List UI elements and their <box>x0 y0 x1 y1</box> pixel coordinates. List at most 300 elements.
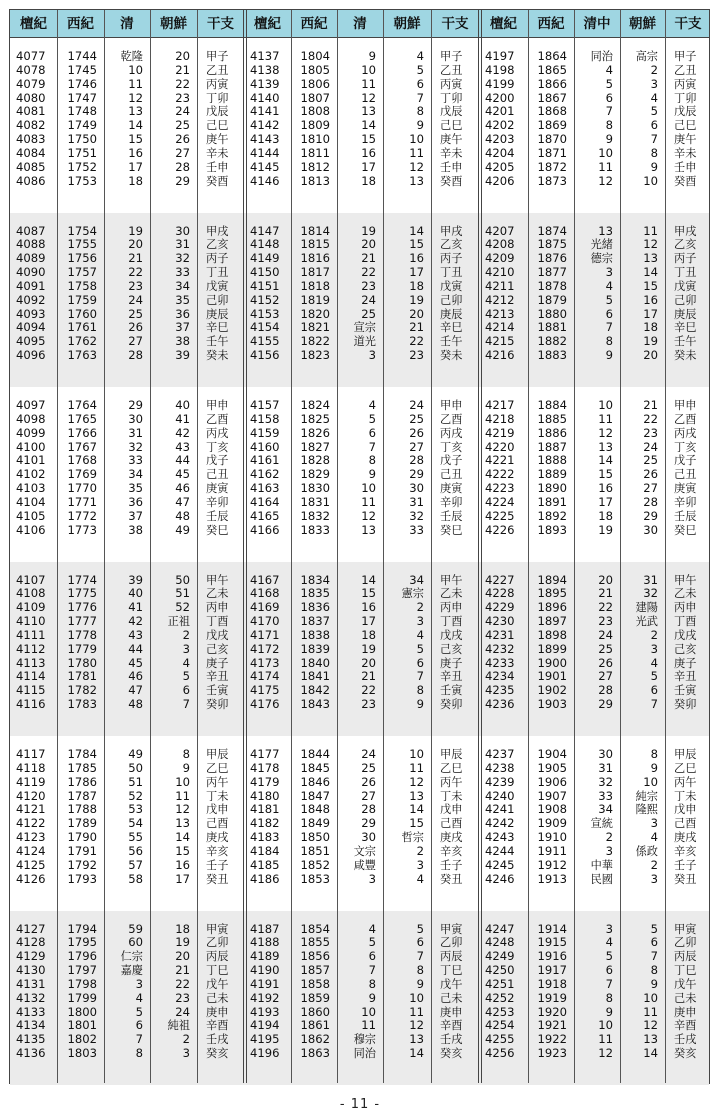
cell-dangi: 4193 <box>250 1004 280 1019</box>
cell-qing-year: 5 <box>368 935 376 950</box>
cell-ganji: 丙子 <box>674 252 697 266</box>
cell-qing-year: 6 <box>368 425 376 440</box>
cell-ganji: 戊寅 <box>674 279 697 293</box>
cell-western-year: 1792 <box>67 857 97 872</box>
cell-qing-year: 44 <box>128 641 143 656</box>
cell-dangi: 4096 <box>16 348 46 363</box>
cell-joseon-year: 10 <box>643 990 658 1005</box>
cell-western-year: 1853 <box>300 871 330 886</box>
cell-qing-year: 31 <box>128 425 143 440</box>
cell-joseon-year: 31 <box>175 237 190 252</box>
section-divider <box>243 10 247 1083</box>
cell-qing-year: 49 <box>128 747 143 761</box>
cell-western-year: 1774 <box>67 572 97 587</box>
cell-qing-year: 11 <box>598 411 613 426</box>
cell-joseon-year: 7 <box>650 949 658 964</box>
cell-joseon-year: 52 <box>175 600 190 615</box>
cell-dangi: 4216 <box>485 348 515 363</box>
cell-ganji: 戊寅 <box>206 279 229 293</box>
cell-dangi: 4095 <box>16 334 46 349</box>
header-dangi: 檀紀 <box>20 16 47 32</box>
cell-ganji: 癸酉 <box>440 174 463 188</box>
cell-western-year: 1758 <box>67 278 97 293</box>
cell-ganji: 丁卯 <box>206 91 229 105</box>
cell-ganji: 庚申 <box>440 1005 463 1019</box>
cell-ganji: 庚戌 <box>440 831 463 845</box>
cell-dangi: 4252 <box>485 990 515 1005</box>
cell-dangi: 4236 <box>485 697 515 712</box>
cell-ganji: 丙寅 <box>440 77 463 91</box>
cell-joseon-year: 25 <box>409 411 424 426</box>
cell-western-year: 1872 <box>537 159 567 174</box>
cell-western-year: 1867 <box>537 90 567 105</box>
cell-joseon-year: 6 <box>182 683 190 698</box>
cell-dangi: 4255 <box>485 1032 515 1047</box>
cell-ganji: 癸酉 <box>206 174 229 188</box>
cell-dangi: 4086 <box>16 173 46 188</box>
cell-western-year: 1886 <box>537 425 567 440</box>
cell-western-year: 1784 <box>67 747 97 761</box>
cell-western-year: 1861 <box>300 1018 330 1033</box>
era-conversion-table <box>9 9 710 1084</box>
cell-joseon-year: 12 <box>409 159 424 174</box>
cell-western-year: 1842 <box>300 683 330 698</box>
cell-ganji: 辛卯 <box>206 495 229 509</box>
cell-dangi: 4081 <box>16 104 46 119</box>
cell-qing-year: 26 <box>361 774 376 789</box>
cell-joseon-year: 51 <box>175 586 190 601</box>
cell-joseon-year: 42 <box>175 425 190 440</box>
cell-ganji: 甲寅 <box>206 922 229 936</box>
column-divider <box>150 10 151 1083</box>
column-divider <box>383 10 384 1083</box>
cell-qing-year: 13 <box>361 104 376 119</box>
cell-ganji: 丙辰 <box>206 950 229 964</box>
column-divider <box>665 10 666 1083</box>
cell-joseon-year: 22 <box>643 411 658 426</box>
cell-joseon-year: 28 <box>175 159 190 174</box>
cell-qing-year: 17 <box>361 614 376 629</box>
cell-qing-year: 50 <box>128 760 143 775</box>
cell-qing-year: 35 <box>128 481 143 496</box>
cell-dangi: 4189 <box>250 949 280 964</box>
cell-dangi: 4245 <box>485 857 515 872</box>
cell-qing-year: 41 <box>128 600 143 615</box>
cell-ganji: 丙寅 <box>206 77 229 91</box>
cell-ganji: 乙未 <box>674 587 697 601</box>
cell-joseon-year: 7 <box>650 697 658 712</box>
cell-dangi: 4135 <box>16 1032 46 1047</box>
cell-dangi: 4104 <box>16 494 46 509</box>
cell-dangi: 4153 <box>250 306 280 321</box>
cell-ganji: 壬戌 <box>206 1033 229 1047</box>
cell-dangi: 4199 <box>485 76 515 91</box>
cell-joseon-year: 24 <box>409 398 424 412</box>
cell-joseon-year: 35 <box>175 292 190 307</box>
header-qing-year: 清 <box>353 16 367 32</box>
cell-joseon-year: 3 <box>416 857 424 872</box>
cell-ganji: 庚寅 <box>440 482 463 496</box>
cell-joseon-year: 憲宗 <box>401 587 424 601</box>
cell-dangi: 4111 <box>16 627 46 642</box>
cell-qing-year: 同治 <box>590 50 613 63</box>
cell-qing-year: 5 <box>135 1004 143 1019</box>
cell-dangi: 4204 <box>485 145 515 160</box>
cell-dangi: 4247 <box>485 921 515 936</box>
cell-dangi: 4240 <box>485 788 515 803</box>
cell-western-year: 1826 <box>300 425 330 440</box>
cell-dangi: 4105 <box>16 508 46 523</box>
cell-western-year: 1782 <box>67 683 97 698</box>
cell-joseon-year: 2 <box>182 627 190 642</box>
cell-dangi: 4078 <box>16 62 46 77</box>
cell-dangi: 4249 <box>485 949 515 964</box>
cell-dangi: 4256 <box>485 1046 515 1061</box>
cell-dangi: 4084 <box>16 145 46 160</box>
cell-joseon-year: 2 <box>650 62 658 77</box>
cell-joseon-year: 32 <box>409 508 424 523</box>
cell-joseon-year: 5 <box>416 641 424 656</box>
cell-joseon-year: 10 <box>409 132 424 147</box>
cell-joseon-year: 31 <box>643 572 658 587</box>
cell-ganji: 戊戌 <box>206 628 229 642</box>
cell-joseon-year: 15 <box>643 278 658 293</box>
cell-joseon-year: 11 <box>409 760 424 775</box>
cell-joseon-year: 高宗 <box>635 50 658 63</box>
cell-western-year: 1895 <box>537 586 567 601</box>
cell-dangi: 4250 <box>485 963 515 978</box>
cell-dangi: 4201 <box>485 104 515 119</box>
cell-dangi: 4182 <box>250 816 280 831</box>
cell-dangi: 4163 <box>250 481 280 496</box>
cell-joseon-year: 18 <box>175 921 190 936</box>
cell-qing-year: 22 <box>128 265 143 280</box>
cell-qing-year: 29 <box>128 398 143 412</box>
cell-qing-year: 39 <box>128 572 143 587</box>
cell-western-year: 1892 <box>537 508 567 523</box>
cell-joseon-year: 3 <box>650 816 658 831</box>
cell-ganji: 癸亥 <box>440 1047 463 1061</box>
cell-western-year: 1917 <box>537 963 567 978</box>
cell-western-year: 1893 <box>537 522 567 537</box>
header-dangi: 檀紀 <box>254 16 281 32</box>
cell-qing-year: 18 <box>128 173 143 188</box>
cell-western-year: 1865 <box>537 62 567 77</box>
cell-ganji: 辛卯 <box>674 495 697 509</box>
cell-joseon-year: 14 <box>409 1046 424 1061</box>
cell-western-year: 1855 <box>300 935 330 950</box>
cell-dangi: 4228 <box>485 586 515 601</box>
cell-western-year: 1901 <box>537 669 567 684</box>
cell-western-year: 1841 <box>300 669 330 684</box>
cell-ganji: 丁酉 <box>674 615 697 629</box>
cell-western-year: 1810 <box>300 132 330 147</box>
cell-qing-year: 23 <box>128 278 143 293</box>
cell-qing-year: 7 <box>368 439 376 454</box>
cell-qing-year: 6 <box>135 1018 143 1033</box>
cell-qing-year: 20 <box>361 655 376 670</box>
cell-western-year: 1915 <box>537 935 567 950</box>
cell-dangi: 4164 <box>250 494 280 509</box>
cell-dangi: 4136 <box>16 1046 46 1061</box>
cell-dangi: 4246 <box>485 871 515 886</box>
cell-dangi: 4143 <box>250 132 280 147</box>
cell-dangi: 4210 <box>485 265 515 280</box>
cell-dangi: 4230 <box>485 614 515 629</box>
cell-western-year: 1807 <box>300 90 330 105</box>
cell-qing-year: 22 <box>361 683 376 698</box>
cell-dangi: 4125 <box>16 857 46 872</box>
column-divider <box>197 10 198 1083</box>
cell-western-year: 1757 <box>67 265 97 280</box>
cell-western-year: 1791 <box>67 843 97 858</box>
cell-joseon-year: 9 <box>650 976 658 991</box>
cell-dangi: 4178 <box>250 760 280 775</box>
cell-qing-year: 54 <box>128 816 143 831</box>
cell-dangi: 4251 <box>485 976 515 991</box>
header-joseon-year: 朝鮮 <box>393 16 421 32</box>
cell-joseon-year: 正祖 <box>167 615 190 629</box>
cell-western-year: 1776 <box>67 600 97 615</box>
cell-joseon-year: 4 <box>650 655 658 670</box>
cell-ganji: 辛酉 <box>440 1019 463 1033</box>
cell-joseon-year: 7 <box>416 949 424 964</box>
cell-qing-year: 46 <box>128 669 143 684</box>
cell-ganji: 己卯 <box>206 293 229 307</box>
cell-qing-year: 14 <box>128 118 143 133</box>
cell-ganji: 丙辰 <box>440 950 463 964</box>
cell-dangi: 4220 <box>485 439 515 454</box>
cell-joseon-year: 20 <box>175 949 190 964</box>
cell-qing-year: 25 <box>598 641 613 656</box>
cell-qing-year: 5 <box>605 949 613 964</box>
cell-western-year: 1889 <box>537 467 567 482</box>
cell-ganji: 庚午 <box>674 133 697 147</box>
cell-joseon-year: 21 <box>643 398 658 412</box>
cell-joseon-year: 10 <box>175 774 190 789</box>
cell-ganji: 庚申 <box>674 1005 697 1019</box>
cell-dangi: 4190 <box>250 963 280 978</box>
cell-dangi: 4155 <box>250 334 280 349</box>
cell-western-year: 1796 <box>67 949 97 964</box>
cell-western-year: 1903 <box>537 697 567 712</box>
cell-dangi: 4203 <box>485 132 515 147</box>
cell-qing-year: 9 <box>368 990 376 1005</box>
cell-western-year: 1812 <box>300 159 330 174</box>
cell-qing-year: 仁宗 <box>120 950 143 964</box>
cell-ganji: 丁巳 <box>206 964 229 978</box>
cell-western-year: 1900 <box>537 655 567 670</box>
cell-joseon-year: 14 <box>409 223 424 238</box>
cell-dangi: 4200 <box>485 90 515 105</box>
cell-joseon-year: 6 <box>650 683 658 698</box>
cell-qing-year: 7 <box>605 976 613 991</box>
cell-ganji: 己卯 <box>674 293 697 307</box>
cell-western-year: 1766 <box>67 425 97 440</box>
cell-dangi: 4168 <box>250 586 280 601</box>
cell-joseon-year: 46 <box>175 481 190 496</box>
cell-qing-year: 11 <box>598 159 613 174</box>
cell-joseon-year: 16 <box>643 292 658 307</box>
cell-dangi: 4222 <box>485 467 515 482</box>
cell-qing-year: 24 <box>361 292 376 307</box>
cell-dangi: 4188 <box>250 935 280 950</box>
cell-ganji: 己酉 <box>674 817 697 831</box>
cell-qing-year: 13 <box>128 104 143 119</box>
cell-dangi: 4186 <box>250 871 280 886</box>
cell-qing-year: 19 <box>128 223 143 238</box>
cell-joseon-year: 44 <box>175 453 190 468</box>
cell-western-year: 1913 <box>537 871 567 886</box>
cell-dangi: 4119 <box>16 774 46 789</box>
cell-dangi: 4217 <box>485 398 515 412</box>
cell-western-year: 1869 <box>537 118 567 133</box>
cell-joseon-year: 20 <box>175 49 190 63</box>
cell-ganji: 甲午 <box>440 573 463 587</box>
cell-western-year: 1846 <box>300 774 330 789</box>
cell-joseon-year: 係政 <box>635 844 658 858</box>
cell-qing-year: 11 <box>361 494 376 509</box>
cell-ganji: 庚申 <box>206 1005 229 1019</box>
cell-dangi: 4235 <box>485 683 515 698</box>
cell-qing-year: 25 <box>361 760 376 775</box>
cell-dangi: 4225 <box>485 508 515 523</box>
cell-joseon-year: 13 <box>409 788 424 803</box>
cell-ganji: 丙戌 <box>674 426 697 440</box>
cell-qing-year: 同治 <box>353 1047 376 1061</box>
cell-ganji: 丁卯 <box>674 91 697 105</box>
cell-dangi: 4152 <box>250 292 280 307</box>
header-dangi: 檀紀 <box>490 16 517 32</box>
cell-ganji: 己亥 <box>674 642 697 656</box>
cell-ganji: 壬申 <box>206 160 229 174</box>
cell-qing-year: 23 <box>598 614 613 629</box>
cell-joseon-year: 11 <box>643 1004 658 1019</box>
cell-qing-year: 24 <box>361 747 376 761</box>
cell-joseon-year: 12 <box>409 1018 424 1033</box>
cell-ganji: 壬辰 <box>674 509 697 523</box>
cell-ganji: 丁未 <box>440 789 463 803</box>
cell-ganji: 乙未 <box>206 587 229 601</box>
cell-qing-year: 5 <box>368 411 376 426</box>
header-western-year: 西紀 <box>300 16 328 32</box>
cell-dangi: 4215 <box>485 334 515 349</box>
cell-western-year: 1764 <box>67 398 97 412</box>
cell-qing-year: 8 <box>605 334 613 349</box>
cell-qing-year: 5 <box>605 292 613 307</box>
cell-dangi: 4158 <box>250 411 280 426</box>
cell-ganji: 丙辰 <box>674 950 697 964</box>
cell-dangi: 4218 <box>485 411 515 426</box>
cell-dangi: 4097 <box>16 398 46 412</box>
cell-dangi: 4103 <box>16 481 46 496</box>
cell-qing-year: 21 <box>361 669 376 684</box>
cell-qing-year: 16 <box>361 145 376 160</box>
cell-ganji: 辛亥 <box>674 844 697 858</box>
cell-ganji: 癸酉 <box>674 174 697 188</box>
cell-western-year: 1838 <box>300 627 330 642</box>
cell-joseon-year: 13 <box>643 1032 658 1047</box>
cell-dangi: 4170 <box>250 614 280 629</box>
cell-ganji: 壬申 <box>674 160 697 174</box>
cell-qing-year: 18 <box>598 508 613 523</box>
cell-joseon-year: 19 <box>175 935 190 950</box>
cell-western-year: 1785 <box>67 760 97 775</box>
cell-qing-year: 13 <box>361 522 376 537</box>
cell-dangi: 4080 <box>16 90 46 105</box>
cell-dangi: 4139 <box>250 76 280 91</box>
cell-dangi: 4196 <box>250 1046 280 1061</box>
cell-dangi: 4173 <box>250 655 280 670</box>
cell-ganji: 辛亥 <box>440 844 463 858</box>
header-qing-year: 清 <box>120 16 134 32</box>
cell-qing-year: 33 <box>128 453 143 468</box>
cell-qing-year: 乾隆 <box>120 50 143 63</box>
cell-ganji: 庚戌 <box>206 831 229 845</box>
cell-ganji: 丁巳 <box>440 964 463 978</box>
table-header <box>10 10 709 38</box>
cell-ganji: 甲申 <box>674 399 697 412</box>
cell-qing-year: 8 <box>605 118 613 133</box>
column-divider <box>620 10 621 1083</box>
cell-joseon-year: 48 <box>175 508 190 523</box>
cell-qing-year: 15 <box>361 586 376 601</box>
cell-qing-year: 30 <box>128 411 143 426</box>
cell-qing-year: 11 <box>128 76 143 91</box>
cell-dangi: 4101 <box>16 453 46 468</box>
cell-qing-year: 嘉慶 <box>120 964 143 978</box>
cell-dangi: 4140 <box>250 90 280 105</box>
cell-western-year: 1747 <box>67 90 97 105</box>
cell-joseon-year: 15 <box>409 237 424 252</box>
cell-western-year: 1762 <box>67 334 97 349</box>
cell-dangi: 4181 <box>250 802 280 817</box>
cell-qing-year: 20 <box>128 237 143 252</box>
cell-western-year: 1847 <box>300 788 330 803</box>
cell-ganji: 己丑 <box>674 468 697 482</box>
cell-qing-year: 34 <box>598 802 613 817</box>
cell-dangi: 4138 <box>250 62 280 77</box>
cell-qing-year: 16 <box>361 600 376 615</box>
cell-dangi: 4087 <box>16 223 46 238</box>
cell-western-year: 1876 <box>537 251 567 266</box>
cell-western-year: 1856 <box>300 949 330 964</box>
cell-dangi: 4223 <box>485 481 515 496</box>
cell-western-year: 1907 <box>537 788 567 803</box>
cell-dangi: 4150 <box>250 265 280 280</box>
cell-joseon-year: 7 <box>416 669 424 684</box>
cell-dangi: 4145 <box>250 159 280 174</box>
column-divider <box>431 10 432 1083</box>
cell-dangi: 4146 <box>250 173 280 188</box>
cell-ganji: 癸亥 <box>674 1047 697 1061</box>
cell-joseon-year: 36 <box>175 306 190 321</box>
cell-western-year: 1778 <box>67 627 97 642</box>
cell-western-year: 1748 <box>67 104 97 119</box>
cell-western-year: 1906 <box>537 774 567 789</box>
cell-ganji: 甲子 <box>674 50 697 63</box>
cell-western-year: 1844 <box>300 747 330 761</box>
cell-western-year: 1852 <box>300 857 330 872</box>
cell-western-year: 1862 <box>300 1032 330 1047</box>
cell-ganji: 戊子 <box>440 454 463 468</box>
cell-western-year: 1829 <box>300 467 330 482</box>
cell-ganji: 癸巳 <box>206 523 229 537</box>
cell-dangi: 4180 <box>250 788 280 803</box>
cell-ganji: 丁亥 <box>440 440 463 454</box>
cell-ganji: 丁亥 <box>674 440 697 454</box>
cell-ganji: 庚子 <box>674 656 697 670</box>
